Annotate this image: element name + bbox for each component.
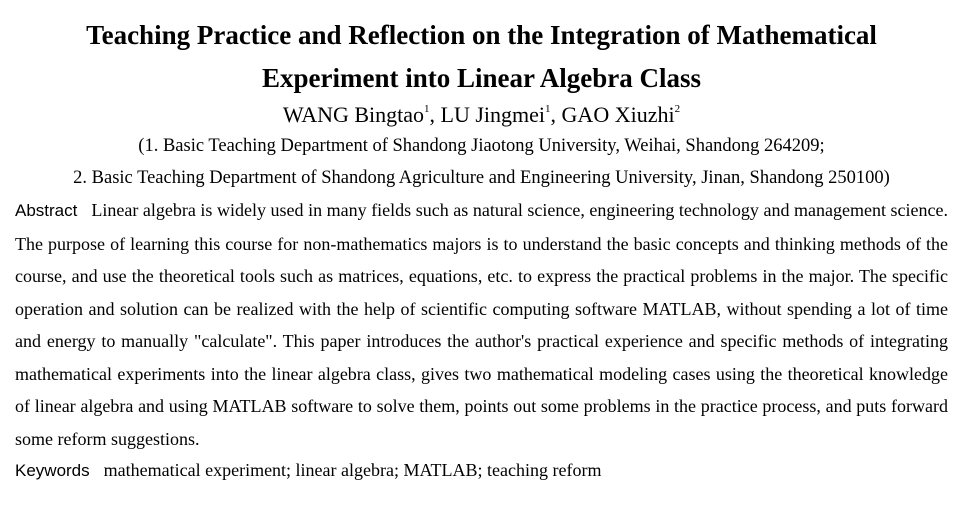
title-line-2: Experiment into Linear Algebra Class xyxy=(261,63,701,93)
author-affiliation-mark: 2 xyxy=(674,103,681,115)
keywords xyxy=(15,455,948,486)
author-list: WANG Bingtao$^1$, LU Jingmei$^1$, GAO Xiuzhi$^2$ xyxy=(282,102,681,127)
affiliation-line-1: (1. Basic Teaching Department of Shandong Jiaotong University, Weihai, Shandong 264209; xyxy=(138,136,825,156)
author-affiliation-mark: 1 xyxy=(424,103,430,115)
author-name: GAO Xiuzhi xyxy=(561,102,675,127)
abstract-text: Linear algebra is widely used in many fields such as natural science, engineering technology and management science. The purpose of learning this course for non-mathematics majors is to understand the basic concepts and thinking methods of the course, and use the theoretical tools such as matrices, equations, etc. to express the practical problems in the major. The specific operation and solution can be realized with the help of scientific computing software MATLAB, without spending a lot of time and energy to manually "calculate". This paper introduces the author's practical experience and specific methods of integrating mathematical experiments into the linear algebra class, gives two mathematical modeling cases using the theoretical knowledge of linear algebra and using MATLAB software to solve them, points out some problems in the practice process, and puts forward some reform suggestions. xyxy=(15,200,948,449)
affiliation-line-2: 2. Basic Teaching Department of Shandong Agriculture and Engineering University, Jinan, Shandong 250100) xyxy=(73,168,890,188)
author-name: WANG Bingtao xyxy=(282,102,425,127)
author-name: LU Jingmei xyxy=(440,102,546,127)
keywords-text: mathematical experiment; linear algebra; MATLAB; teaching reform xyxy=(103,460,602,480)
keywords-label: Keywords xyxy=(15,461,90,480)
abstract-label: Abstract xyxy=(15,201,78,220)
abstract xyxy=(15,194,948,455)
author-affiliation-mark: 1 xyxy=(545,103,551,115)
affiliations xyxy=(15,130,948,194)
paper-title xyxy=(15,0,948,100)
title-line-1: Teaching Practice and Reflection on the Integration of Mathematical xyxy=(86,20,877,50)
